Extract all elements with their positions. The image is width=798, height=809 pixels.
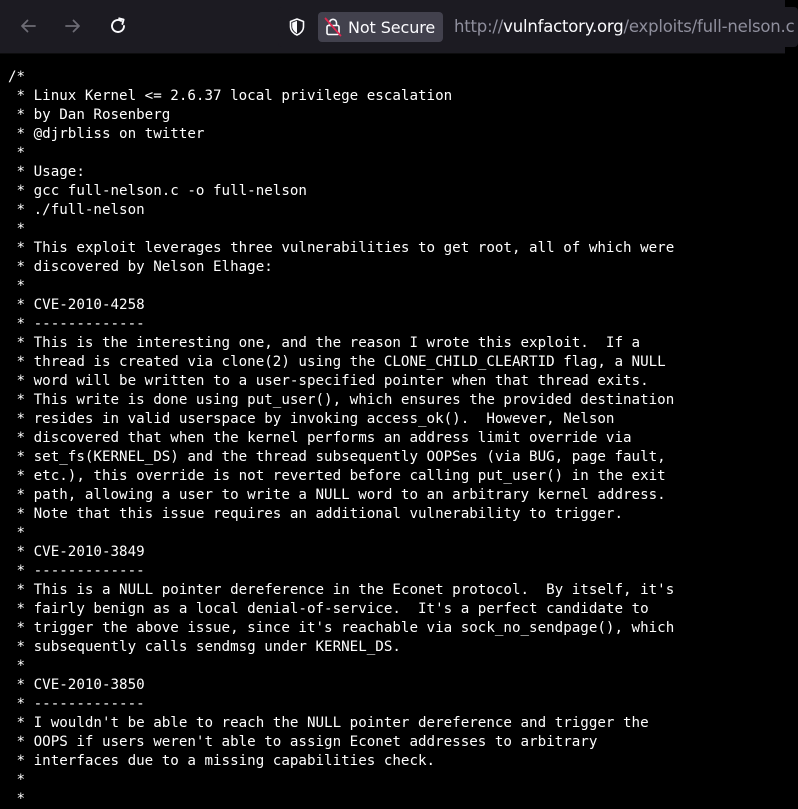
source-line: * This is a NULL pointer dereference in the Econet protocol. By itself, it's (8, 582, 675, 598)
source-line: * discovered that when the kernel performs an address limit override via (8, 430, 632, 446)
arrow-right-icon (63, 16, 83, 36)
source-line: * ------------- (8, 563, 145, 579)
source-line: * CVE-2010-4258 (8, 297, 145, 313)
source-line: * ------------- (8, 316, 145, 332)
source-line: * Note that this issue requires an additional vulnerability to trigger. (8, 506, 623, 522)
forward-button[interactable] (56, 9, 90, 43)
url-scheme: http:// (454, 17, 504, 36)
source-line: * trigger the above issue, since it's reachable via sock_no_sendpage(), which (8, 620, 675, 636)
source-line: * This is the interesting one, and the reason I wrote this exploit. If a (8, 335, 641, 351)
source-line: * by Dan Rosenberg (8, 107, 171, 123)
source-line: * word will be written to a user-specified pointer when that thread exits. (8, 373, 649, 389)
shield-icon (287, 17, 307, 37)
url-text[interactable] (454, 17, 794, 36)
source-line: * interfaces due to a missing capabilities check. (8, 753, 436, 769)
security-label: Not Secure (348, 17, 436, 37)
source-line: * thread is created via clone(2) using the CLONE_CHILD_CLEARTID flag, a NULL (8, 354, 666, 370)
address-bar[interactable] (278, 7, 798, 47)
source-line: * resides in valid userspace by invoking access_ok(). However, Nelson (8, 411, 615, 427)
source-line: * (8, 525, 26, 541)
reload-icon (108, 16, 128, 36)
source-line: * fairly benign as a local denial-of-service. It's a perfect candidate to (8, 601, 649, 617)
source-line: * (8, 791, 26, 807)
source-line: * (8, 221, 26, 237)
source-line: * (8, 278, 26, 294)
back-button[interactable] (11, 9, 45, 43)
source-line: * Usage: (8, 164, 85, 180)
source-line: * ------------- (8, 696, 145, 712)
source-line: * gcc full-nelson.c -o full-nelson (8, 183, 307, 199)
source-line: * This exploit leverages three vulnerabilities to get root, all of which were (8, 240, 675, 256)
url-host: vulnfactory.org (503, 17, 624, 36)
source-line: * Linux Kernel <= 2.6.37 local privilege escalation (8, 88, 453, 104)
source-line: * set_fs(KERNEL_DS) and the thread subsequently OOPSes (via BUG, page fault, (8, 449, 666, 465)
arrow-left-icon (18, 16, 38, 36)
source-line: * @djrbliss on twitter (8, 126, 205, 142)
source-line: * discovered by Nelson Elhage: (8, 259, 273, 275)
source-line: * (8, 145, 26, 161)
source-code-text (8, 68, 674, 809)
site-security-button[interactable] (318, 12, 443, 42)
source-line: * CVE-2010-3849 (8, 544, 145, 560)
source-line: * etc.), this override is not reverted before calling put_user() in the exit (8, 468, 666, 484)
browser-toolbar (0, 0, 795, 54)
source-line: * CVE-2010-3850 (8, 677, 145, 693)
reload-button[interactable] (101, 9, 135, 43)
page-content (0, 54, 785, 807)
source-line: * I wouldn't be able to reach the NULL pointer dereference and trigger the (8, 715, 649, 731)
source-line: * This write is done using put_user(), which ensures the provided destination (8, 392, 675, 408)
tracking-protection-button[interactable] (286, 16, 308, 38)
source-line: * subsequently calls sendmsg under KERNEL_DS. (8, 639, 401, 655)
source-line: * (8, 658, 26, 674)
source-line: * ./full-nelson (8, 202, 145, 218)
source-line: * OOPS if users weren't able to assign Econet addresses to arbitrary (8, 734, 598, 750)
source-line: * (8, 772, 26, 788)
url-path: /exploits/full-nelson.c (623, 17, 795, 36)
source-line: /* (8, 69, 26, 85)
insecure-lock-icon (324, 17, 342, 37)
source-line: * path, allowing a user to write a NULL word to an arbitrary kernel address. (8, 487, 666, 503)
